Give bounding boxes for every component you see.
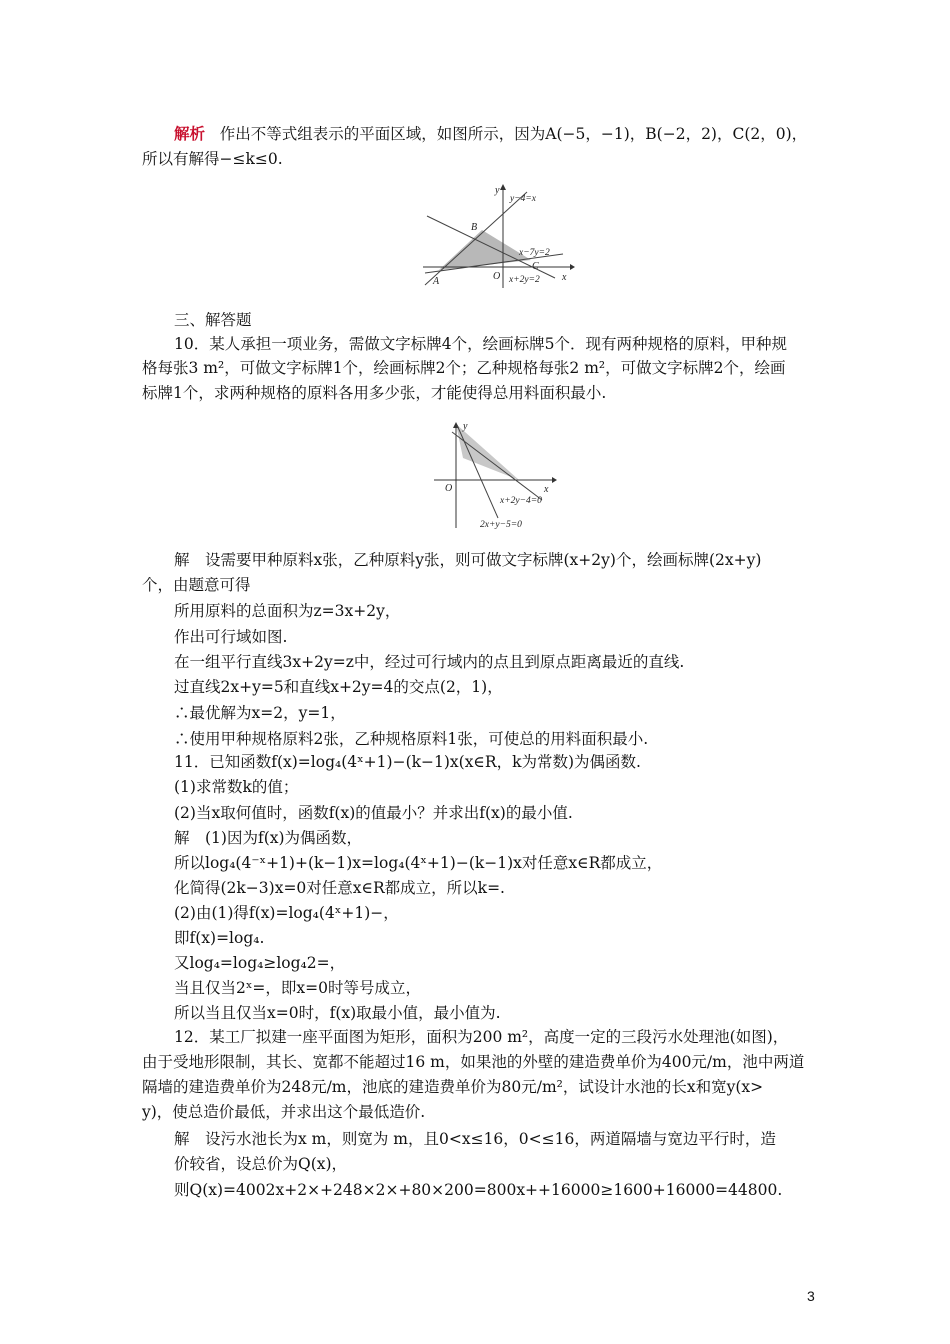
analysis-text: 作出不等式组表示的平面区域，如图所示，因为A(−5，−1)，B(−2，2)，C(2，0)， [219, 125, 808, 143]
line-y-4-x-label: y−4=x [510, 194, 537, 204]
q11-line-1: 11．已知函数f(x)=log₄(4ˣ+1)−(k−1)x(x∈R，k为常数)为偶函数. [174, 753, 641, 771]
sol10-line-2: 个，由题意可得 [142, 576, 251, 594]
page-number: 3 [807, 1288, 815, 1304]
feasible-region-1 [439, 230, 531, 270]
analysis-line-1 [174, 124, 807, 144]
line-x-2y-2-label: x+2y=2 [509, 275, 540, 285]
q12-line-2: 由于受地形限制，其长、宽都不能超过16 m，如果池的外壁的建造费单价为400元/m，池中两道 [142, 1053, 805, 1071]
x-axis-label-2: x [544, 484, 549, 495]
analysis-label: 解析 [174, 124, 206, 143]
sol10-line-7: ∴最优解为x=2，y=1， [174, 704, 346, 722]
line-x-2y-4-label: x+2y−4=0 [500, 496, 542, 506]
q10-line-3: 标牌1个，求两种规格的原料各用多少张，才能使得总用料面积最小. [142, 384, 607, 402]
q11-line-6: 化简得(2k−3)x=0对任意x∈R都成立，所以k=. [174, 879, 505, 897]
q11-line-10: 当且仅当2ˣ=，即x=0时等号成立， [174, 979, 422, 997]
q11-line-8: 即f(x)=log₄. [174, 929, 265, 947]
q11-line-11: 所以当且仅当x=0时，f(x)取最小值，最小值为. [174, 1004, 501, 1022]
sol10-line-1: 解 设需要甲种原料x张，乙种原料y张，则可做文字标牌(x+2y)个，绘画标牌(2x+y) [174, 551, 762, 569]
line-x-2y-4 [452, 432, 542, 500]
q11-line-4: 解 (1)因为f(x)为偶函数， [174, 829, 363, 847]
q12-line-4: y)，使总造价最低，并求出这个最低造价. [142, 1103, 426, 1121]
q11-line-7: (2)由(1)得f(x)=log₄(4ˣ+1)−， [174, 904, 399, 922]
q12-line-7: 则Q(x)=4002x+2×+248×2×+80×200=800x++16000≥1600+16000=44800. [174, 1181, 783, 1199]
q12-line-1: 12．某工厂拟建一座平面图为矩形，面积为200 m²，高度一定的三段污水处理池(如图)， [174, 1028, 789, 1046]
point-c-label: C [532, 261, 539, 272]
point-b-label: B [471, 222, 478, 233]
q11-line-2: (1)求常数k的值； [174, 778, 299, 796]
q11-line-9: 又log₄=log₄≥log₄2=， [174, 954, 346, 972]
feasible-region-2 [456, 424, 519, 480]
y-axis-label-2: y [463, 421, 468, 432]
analysis-line-2: 所以有解得−≤k≤0. [142, 150, 283, 168]
origin-label-2: O [445, 483, 453, 494]
q10-line-2: 格每张3 m²，可做文字标牌1个，绘画标牌2个；乙种规格每张2 m²，可做文字标牌2个，绘画 [142, 359, 786, 377]
q11-line-5: 所以log₄(4⁻ˣ+1)+(k−1)x=log₄(4ˣ+1)−(k−1)x对任意x∈R都成立， [174, 854, 663, 872]
x-axis-label-1: x [562, 272, 567, 283]
line-2x-y-5 [457, 425, 498, 518]
point-a-label: A [433, 276, 440, 287]
origin-label-1: O [493, 271, 501, 282]
line-2x-y-5-label: 2x+y−5=0 [480, 520, 522, 530]
line-x-7y-2-label: x−7y=2 [519, 248, 550, 258]
q11-line-3: (2)当x取何值时，函数f(x)的值最小？并求出f(x)的最小值. [174, 804, 573, 822]
sol10-line-8: ∴使用甲种规格原料2张，乙种规格原料1张，可使总的用料面积最小. [174, 730, 649, 748]
sol10-line-6: 过直线2x+y=5和直线x+2y=4的交点(2，1)， [174, 678, 503, 696]
figure-2-graph [430, 420, 560, 532]
sol10-line-5: 在一组平行直线3x+2y=z中，经过可行域内的点且到原点距离最近的直线. [174, 653, 685, 671]
sol10-line-4: 作出可行域如图. [174, 628, 288, 646]
q10-line-1: 10．某人承担一项业务，需做文字标牌4个，绘画标牌5个．现有两种规格的原料，甲种规 [174, 335, 787, 353]
section-heading: 三、解答题 [174, 311, 252, 329]
figure-1-graph [415, 182, 575, 292]
sol10-line-3: 所用原料的总面积为z=3x+2y， [174, 602, 401, 620]
y-axis-label-1: y [495, 185, 500, 196]
q12-line-5: 解 设污水池长为x m，则宽为 m，且0<x≤16，0<≤16，两道隔墙与宽边平行时，造 [174, 1130, 776, 1148]
q12-line-3: 隔墙的建造费单价为248元/m，池底的建造费单价为80元/m²，试设计水池的长x和宽y(x> [142, 1078, 764, 1096]
q12-line-6: 价较省，设总价为Q(x)， [174, 1155, 348, 1173]
